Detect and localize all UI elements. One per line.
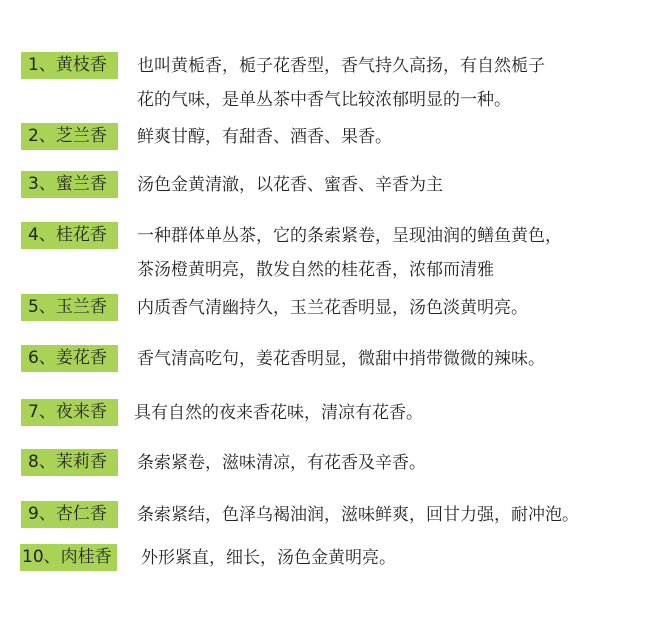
description-line: 茶汤橙黄明亮，散发自然的桂花香，浓郁而清雅	[137, 260, 494, 280]
item-description	[137, 446, 426, 480]
item-label: 2、芝兰香	[21, 123, 118, 150]
item-description	[137, 219, 562, 287]
item-description	[137, 342, 545, 376]
description-line: 也叫黄栀香，栀子花香型，香气持久高扬，有自然栀子	[137, 56, 545, 76]
description-line: 香气清高吃句，姜花香明显，微甜中捎带微微的辣味。	[137, 349, 545, 369]
description-line: 汤色金黄清澈，以花香、蜜香、辛香为主	[137, 175, 443, 195]
description-line: 鲜爽甘醇，有甜香、酒香、果香。	[137, 127, 392, 147]
description-line: 一种群体单丛茶，它的条索紧卷，呈现油润的鳝鱼黄色，	[137, 226, 562, 246]
item-label: 5、玉兰香	[21, 294, 118, 321]
description-line: 内质香气清幽持久，玉兰花香明显，汤色淡黄明亮。	[137, 298, 528, 318]
item-label: 4、桂花香	[21, 222, 118, 249]
description-line: 具有自然的夜来香花味，清凉有花香。	[134, 403, 423, 423]
description-line: 条索紧结，色泽乌褐油润，滋味鲜爽，回甘力强，耐冲泡。	[137, 505, 579, 525]
item-description	[137, 168, 443, 202]
item-description	[134, 396, 423, 430]
description-line: 花的气味，是单丛茶中香气比较浓郁明显的一种。	[137, 90, 511, 110]
item-label: 1、黄枝香	[21, 52, 118, 79]
item-label: 7、夜来香	[21, 399, 118, 426]
item-description	[137, 498, 579, 532]
item-description	[137, 49, 545, 117]
item-label: 3、蜜兰香	[21, 171, 118, 198]
description-line: 条索紧卷，滋味清凉，有花香及辛香。	[137, 453, 426, 473]
item-label: 10、肉桂香	[20, 544, 117, 571]
item-label: 6、姜花香	[21, 345, 118, 372]
item-description	[137, 291, 528, 325]
item-description	[141, 541, 396, 575]
item-label: 9、杏仁香	[21, 501, 118, 528]
description-line: 外形紧直，细长，汤色金黄明亮。	[141, 548, 396, 568]
item-description	[137, 120, 392, 154]
item-label: 8、茉莉香	[21, 449, 118, 476]
